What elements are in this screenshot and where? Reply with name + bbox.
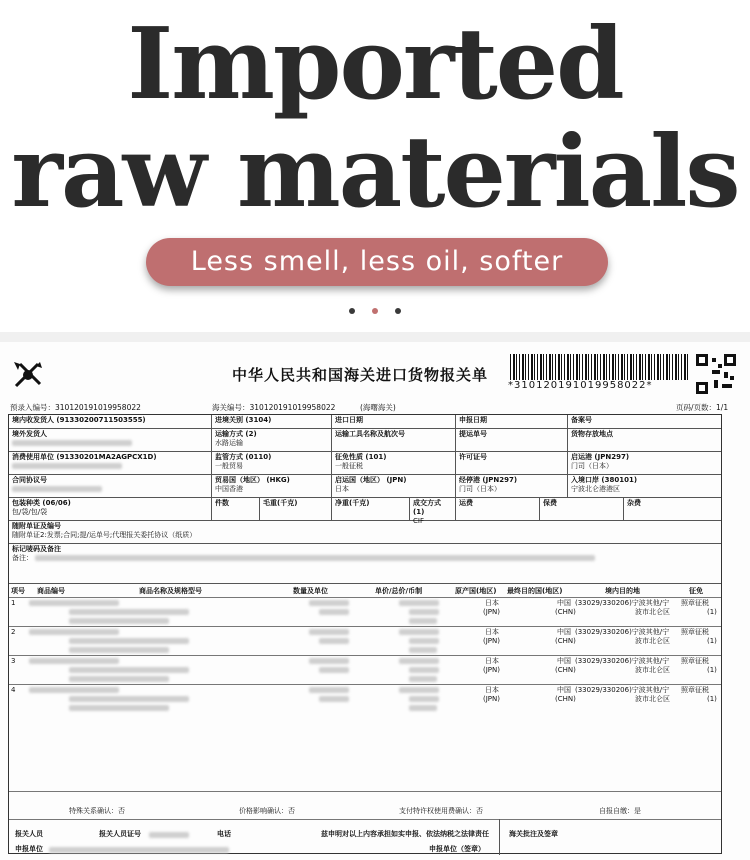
origin-country-cell — [331, 475, 455, 497]
customs-declaration-document — [0, 342, 750, 860]
goods-dest_code: (CHN) — [555, 608, 576, 616]
page-count: 页码/页数：1/1 — [676, 403, 729, 412]
entry-customs-cell: 进境关别 (3104) — [211, 415, 331, 428]
goods-origin_code: (JPN) — [483, 637, 500, 645]
headline-line-1: Imported — [127, 7, 623, 122]
pre-entry-number: 预录入编号：310120191019958022 — [10, 403, 141, 412]
levy-label: 征免性质 (101) — [335, 453, 387, 461]
redacted-text — [309, 629, 349, 635]
table-row — [9, 521, 721, 544]
levy-value: 一般征税 — [335, 462, 363, 470]
goods-levy_code: (1) — [707, 608, 717, 616]
redacted-text — [69, 609, 189, 615]
redacted-text — [29, 600, 119, 606]
goods-origin: 日本 — [485, 686, 499, 694]
declarant-label: 报关人员 — [15, 830, 43, 838]
redacted-text — [399, 600, 439, 606]
redacted-text — [69, 638, 189, 644]
transport-label: 运输方式 (2) — [215, 430, 257, 438]
customs-number: 海关编号：310120191019958022 — [212, 403, 336, 412]
goods-row-divider — [9, 655, 721, 656]
supervision-label: 监管方式 (0110) — [215, 453, 272, 461]
goods-header-cell: 商品编号 — [37, 587, 65, 595]
license-cell: 许可证号 — [455, 452, 567, 474]
redacted-text — [409, 705, 437, 711]
docs-label: 随附单证及编号 — [12, 522, 61, 530]
declarant-no-label: 报关人员证号 — [99, 830, 141, 838]
conveyance-cell: 运输工具名称及航次号 — [331, 429, 455, 451]
origin-country-label: 启运国（地区） (JPN) — [335, 476, 407, 484]
goods-domestic: (33029/330206)宁波其他/宁 — [575, 628, 670, 636]
departure-port-cell — [567, 452, 723, 474]
goods-row-divider — [9, 684, 721, 685]
transport-value: 水路运输 — [215, 439, 243, 447]
barcode-text: *310120191019958022* — [508, 380, 653, 391]
redacted-text — [319, 696, 349, 702]
origin-country-value: 日本 — [335, 485, 349, 493]
goods-header-cell: 原产国(地区) — [455, 587, 497, 595]
goods-header-cell: 单价/总价/币制 — [375, 587, 423, 595]
goods-dest: 中国 — [557, 686, 571, 694]
redacted-text — [399, 658, 439, 664]
marks-label: 标记唛码及备注 — [12, 545, 61, 553]
goods-dest: 中国 — [557, 657, 571, 665]
transit-port-label: 经停港 (JPN297) — [459, 476, 518, 484]
redacted-text — [29, 629, 119, 635]
redacted-text — [12, 486, 102, 492]
goods-levy: 照章征税 — [681, 599, 709, 607]
record-no-cell: 备案号 — [567, 415, 723, 428]
goods-header-cell: 征免 — [689, 587, 703, 595]
headline-line-2: raw materials — [11, 115, 739, 230]
goods-domestic2: 波市北仑区 — [635, 637, 670, 645]
redacted-text — [409, 618, 437, 624]
goods-levy_code: (1) — [707, 637, 717, 645]
table-row — [9, 544, 721, 584]
goods-header-cell: 境内目的地 — [605, 587, 640, 595]
redacted-text — [12, 440, 132, 446]
goods-row-divider — [9, 626, 721, 627]
supervision-value: 一般贸易 — [215, 462, 243, 470]
declare-date-cell: 申报日期 — [455, 415, 567, 428]
redacted-text — [399, 687, 439, 693]
remarks-label: 备注： — [12, 554, 33, 562]
table-row — [9, 498, 721, 525]
table-row — [9, 475, 721, 498]
redacted-text — [409, 638, 439, 644]
goods-origin_code: (JPN) — [483, 695, 500, 703]
carousel-dot[interactable] — [349, 308, 355, 314]
trade-country-value: 中国香港 — [215, 485, 243, 493]
consignee-cell: 境内收发货人 (91330200711503555) — [12, 416, 146, 424]
departure-port-label: 启运港 (JPN297) — [571, 453, 630, 461]
redacted-text — [409, 667, 439, 673]
carousel-dot-active[interactable] — [372, 308, 378, 314]
goods-dest: 中国 — [557, 599, 571, 607]
unit-label: 申报单位 — [15, 845, 43, 853]
statement-text: 兹申明对以上内容承担如实申报、依法纳税之法律责任 — [321, 830, 489, 838]
goods-no: 4 — [11, 686, 16, 694]
trade-country-cell — [211, 475, 331, 497]
goods-header-cell: 商品名称及规格型号 — [139, 587, 202, 595]
goods-no: 1 — [11, 599, 16, 607]
goods-row-divider — [9, 597, 721, 598]
redacted-text — [309, 600, 349, 606]
royalty-confirm: 支付特许权使用费确认：否 — [399, 807, 483, 815]
pieces-cell: 件数 — [211, 498, 259, 520]
goods-levy: 照章征税 — [681, 657, 709, 665]
redacted-text — [69, 667, 189, 673]
qr-code-icon — [696, 354, 736, 394]
freight-cell: 运费 — [455, 498, 539, 520]
redacted-text — [149, 832, 189, 838]
deal-cell — [409, 498, 455, 525]
redacted-text — [319, 667, 349, 673]
redacted-text — [12, 463, 122, 469]
redacted-text — [69, 705, 169, 711]
user-unit-label: 消费使用单位 (91330201MA2AGPCX1D) — [12, 453, 157, 461]
goods-domestic: (33029/330206)宁波其他/宁 — [575, 686, 670, 694]
redacted-text — [29, 687, 119, 693]
redacted-text — [309, 658, 349, 664]
redacted-text — [409, 609, 439, 615]
redacted-text — [29, 658, 119, 664]
table-row — [9, 415, 721, 429]
storage-cell: 货物存放地点 — [567, 429, 723, 451]
user-unit-cell — [9, 452, 211, 474]
goods-origin: 日本 — [485, 628, 499, 636]
insurance-cell: 保费 — [539, 498, 623, 520]
packing-value: 包/袋/包/袋 — [12, 508, 48, 516]
redacted-text — [35, 555, 595, 561]
docs-cell — [9, 521, 723, 543]
trade-country-label: 贸易国（地区） (HKG) — [215, 476, 290, 484]
table-row — [9, 452, 721, 475]
customs-office: (海曙海关) — [360, 403, 396, 412]
redacted-text — [69, 618, 169, 624]
goods-no: 3 — [11, 657, 16, 665]
divider — [9, 819, 721, 820]
table-row — [9, 429, 721, 452]
transit-port-cell — [455, 475, 567, 497]
deal-label: 成交方式 (1) — [413, 499, 441, 516]
goods-dest_code: (CHN) — [555, 637, 576, 645]
approval-label: 海关批注及签章 — [509, 830, 558, 838]
section-separator — [0, 332, 750, 342]
tagline-pill: Less smell, less oil, softer — [146, 238, 608, 286]
goods-header-cell: 数量及单位 — [293, 587, 328, 595]
redacted-text — [69, 676, 169, 682]
special-relation-confirm: 特殊关系确认：否 — [69, 807, 125, 815]
redacted-text — [409, 647, 437, 653]
goods-levy_code: (1) — [707, 695, 717, 703]
goods-domestic2: 波市北仑区 — [635, 666, 670, 674]
entry-port-cell — [567, 475, 723, 497]
packing-label: 包装种类 (06/06) — [12, 499, 71, 507]
redacted-text — [409, 676, 437, 682]
overseas-consignor-label: 境外发货人 — [12, 430, 47, 438]
goods-domestic2: 波市北仑区 — [635, 695, 670, 703]
divider — [9, 791, 721, 792]
divider — [499, 819, 500, 855]
goods-origin_code: (JPN) — [483, 666, 500, 674]
redacted-text — [409, 696, 439, 702]
levy-cell — [331, 452, 455, 474]
goods-domestic: (33029/330206)宁波其他/宁 — [575, 599, 670, 607]
marks-cell — [9, 544, 723, 583]
goods-levy: 照章征税 — [681, 686, 709, 694]
goods-origin: 日本 — [485, 599, 499, 607]
carousel-dot[interactable] — [395, 308, 401, 314]
gross-weight-cell: 毛重(千克) — [259, 498, 331, 520]
redacted-text — [319, 609, 349, 615]
transport-cell — [211, 429, 331, 451]
goods-dest: 中国 — [557, 628, 571, 636]
docs-value: 随附单证2:发票;合同;提/运单号;代理报关委托协议（纸质） — [12, 531, 197, 539]
goods-domestic: (33029/330206)宁波其他/宁 — [575, 657, 670, 665]
overseas-consignor-cell — [9, 429, 211, 451]
phone-label: 电话 — [217, 830, 231, 838]
goods-origin: 日本 — [485, 657, 499, 665]
customs-emblem-icon — [10, 358, 46, 392]
carousel-dots — [349, 308, 401, 316]
barcode — [510, 354, 688, 380]
transit-port-value: 门司（日本） — [459, 485, 501, 493]
goods-dest_code: (CHN) — [555, 666, 576, 674]
goods-origin_code: (JPN) — [483, 608, 500, 616]
departure-port-value: 门司（日本） — [571, 462, 613, 470]
import-date-cell: 进口日期 — [331, 415, 455, 428]
net-weight-cell: 净重(千克) — [331, 498, 409, 520]
document-title: 中华人民共和国海关进口货物报关单 — [232, 366, 489, 384]
goods-no: 2 — [11, 628, 16, 636]
self-declare-confirm: 自报自缴：是 — [599, 807, 641, 815]
goods-header-cell: 项号 — [11, 587, 25, 595]
misc-cell: 杂费 — [623, 498, 723, 520]
unit-sign-label: 申报单位（签章） — [429, 845, 485, 853]
redacted-text — [69, 647, 169, 653]
redacted-text — [399, 629, 439, 635]
goods-header-cell: 最终目的国(地区) — [507, 587, 563, 595]
contract-label: 合同协议号 — [12, 476, 47, 484]
goods-levy: 照章征税 — [681, 628, 709, 636]
redacted-text — [49, 847, 229, 853]
goods-levy_code: (1) — [707, 666, 717, 674]
bill-no-cell: 提运单号 — [455, 429, 567, 451]
packing-cell — [9, 498, 211, 520]
redacted-text — [309, 687, 349, 693]
contract-cell — [9, 475, 211, 497]
supervision-cell — [211, 452, 331, 474]
redacted-text — [69, 696, 189, 702]
entry-port-label: 入境口岸 (380101) — [571, 476, 638, 484]
redacted-text — [319, 638, 349, 644]
price-impact-confirm: 价格影响确认：否 — [239, 807, 295, 815]
deal-value: CIF — [413, 517, 424, 525]
entry-port-value: 宁波北仑港港区 — [571, 485, 620, 493]
goods-dest_code: (CHN) — [555, 695, 576, 703]
declaration-table — [8, 414, 722, 854]
goods-domestic2: 波市北仑区 — [635, 608, 670, 616]
